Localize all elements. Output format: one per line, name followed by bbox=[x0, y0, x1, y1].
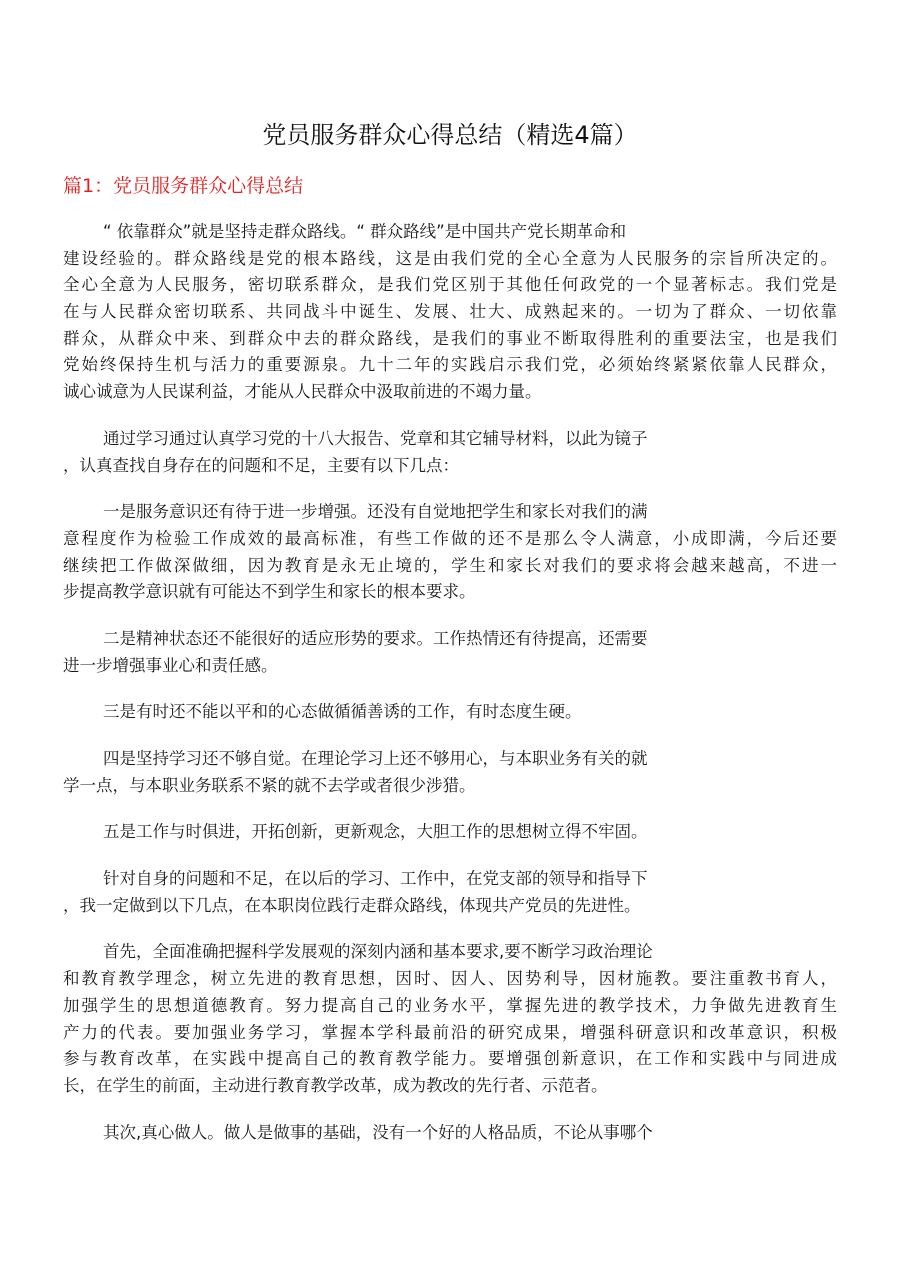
paragraph-line: 继续把工作做深做细，因为教育是永无止境的，学生和家长对我们的要求将会越来越高，不进一 bbox=[63, 555, 837, 575]
paragraph-line: ，我一定做到以下几点，在本职岗位践行走群众路线，体现共产党员的先进性。 bbox=[63, 895, 641, 915]
section-heading: 篇1：党员服务群众心得总结 bbox=[63, 175, 304, 197]
paragraph bbox=[63, 626, 837, 679]
paragraph-line: 意程度作为检验工作成效的最高标准，有些工作做的还不是那么令人满意，小成即满，今后还要 bbox=[63, 528, 837, 548]
paragraph-line: “ 依靠群众”就是坚持走群众路线。“ 群众路线”是中国共产党长期革命和 bbox=[103, 222, 627, 241]
paragraph bbox=[63, 866, 837, 919]
paragraph bbox=[63, 426, 837, 479]
paragraph-line: ，认真查找自身存在的问题和不足，主要有以下几点： bbox=[63, 455, 459, 475]
paragraph-line: 二是精神状态还不能很好的适应形势的要求。工作热情还有待提高，还需要 bbox=[103, 628, 648, 648]
document-title: 党员服务群众心得总结（精选4篇） bbox=[262, 121, 638, 149]
paragraph-line: 加强学生的思想道德教育。努力提高自己的业务水平，掌握先进的教学技术，力争做先进教育生 bbox=[63, 995, 837, 1015]
document-body bbox=[63, 219, 837, 1166]
paragraph bbox=[63, 219, 837, 406]
paragraph-line: 党始终保持生机与活力的重要源泉。九十二年的实践启示我们党，必须始终紧紧依靠人民群众， bbox=[63, 355, 837, 375]
paragraph-line: 诚心诚意为人民谋利益，才能从人民群众中汲取前进的不竭力量。 bbox=[63, 382, 542, 402]
paragraph-line: 建设经验的。群众路线是党的根本路线，这是由我们党的全心全意为人民服务的宗旨所决定的。 bbox=[63, 248, 837, 268]
paragraph-line: 参与教育改革，在实践中提高自己的教育教学能力。要增强创新意识，在工作和实践中与同进成 bbox=[63, 1049, 837, 1069]
paragraph-line: 一是服务意识还有待于进一步增强。还没有自觉地把学生和家长对我们的满 bbox=[103, 502, 648, 522]
paragraph-line: 全心全意为人民服务，密切联系群众，是我们党区别于其他任何政党的一个显著标志。我们党是 bbox=[63, 275, 837, 295]
paragraph-line: 针对自身的问题和不足，在以后的学习、工作中，在党支部的领导和指导下 bbox=[103, 869, 648, 889]
paragraph bbox=[63, 1120, 837, 1147]
paragraph-line: 通过学习通过认真学习党的十八大报告、党章和其它辅导材料，以此为镜子 bbox=[103, 428, 648, 448]
paragraph-line: 在与人民群众密切联系、共同战斗中诞生、发展、壮大、成熟起来的。一切为了群众、一切依靠 bbox=[63, 302, 837, 322]
paragraph-line: 五是工作与时俱进，开拓创新，更新观念，大胆工作的思想树立得不牢固。 bbox=[103, 822, 648, 842]
paragraph bbox=[63, 699, 837, 726]
paragraph-line: 和教育教学理念，树立先进的教育思想，因时、因人、因势利导，因材施教。要注重教书育人， bbox=[63, 969, 837, 989]
paragraph-line: 三是有时还不能以平和的心态做循循善诱的工作，有时态度生硬。 bbox=[103, 702, 582, 722]
paragraph-line: 长，在学生的前面，主动进行教育教学改革，成为教改的先行者、示范者。 bbox=[63, 1075, 608, 1095]
paragraph-line: 进一步增强事业心和责任感。 bbox=[63, 655, 278, 675]
paragraph-line: 产力的代表。要加强业务学习，掌握本学科最前沿的研究成果，增强科研意识和改革意识，积极 bbox=[63, 1022, 837, 1042]
paragraph-line: 四是坚持学习还不够自觉。在理论学习上还不够用心，与本职业务有关的就 bbox=[103, 749, 648, 768]
paragraph-line: 首先，全面准确把握科学发展观的深刻内涵和基本要求,要不断学习政治理论 bbox=[103, 942, 653, 962]
paragraph bbox=[63, 939, 837, 1099]
paragraph-line: 学一点，与本职业务联系不紧的就不去学或者很少涉猎。 bbox=[63, 775, 476, 795]
paragraph-line: 其次,真心做人。做人是做事的基础，没有一个好的人格品质，不论从事哪个 bbox=[103, 1122, 653, 1142]
paragraph bbox=[63, 746, 837, 799]
paragraph bbox=[63, 819, 837, 846]
paragraph bbox=[63, 499, 837, 606]
paragraph-line: 群众，从群众中来、到群众中去的群众路线，是我们的事业不断取得胜利的重要法宝，也是我们 bbox=[63, 328, 837, 348]
paragraph-line: 步提高教学意识就有可能达不到学生和家长的根本要求。 bbox=[63, 582, 476, 602]
